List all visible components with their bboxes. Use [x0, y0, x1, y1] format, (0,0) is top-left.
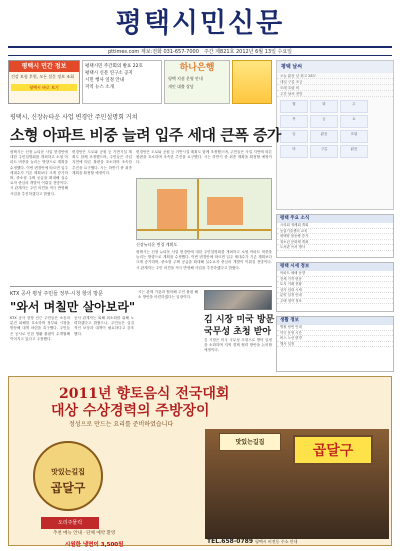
sidebar-box-news	[276, 214, 394, 258]
weather-box	[276, 60, 394, 210]
third-headline-2[interactable]: 국무성 초청 받아	[204, 327, 272, 337]
second-body-col3: 시는 관계 기관과 협의해 주민 불편 해소 방안을 마련하겠다는 입장이다.	[138, 290, 198, 300]
weather-cell: 수	[340, 100, 368, 113]
weather-row: 모레 흐림 비	[277, 85, 393, 91]
issue-info: 주간 제821호 2012년 6월 13일 수요일	[203, 49, 292, 55]
sidebar-row[interactable]: 청소년 문화제 개최	[277, 240, 393, 246]
weather-cell: 목	[280, 115, 308, 128]
newspaper-title[interactable]: 평택시민신문	[115, 8, 285, 39]
ad3-line: 평택 지점 운영 안내	[168, 76, 203, 81]
phone-number[interactable]: TEL.658-0789	[207, 538, 254, 545]
ad2-line: 평택시 신문 연구소 공지	[85, 71, 133, 76]
weather-cell: 맑음	[310, 130, 338, 143]
sidebar-row[interactable]: 주택 청약 정보	[277, 299, 393, 305]
weather-cell: 구름	[310, 145, 338, 158]
logo-big-text: 곱달구	[50, 481, 86, 495]
lead-headline[interactable]: 소형 아파트 비중 늘려 입주 세대 큰폭 증가	[10, 126, 281, 144]
sidebar-row[interactable]: 아파트 매매 동향	[277, 271, 393, 277]
third-body: 김 시장은 미국 국무성 초청으로 방미 일정을 소화하며 지역 경제 협력 방안을 논의할 예정이다.	[204, 338, 272, 353]
weather-row: 오늘 맑음 낮 최고 28도	[277, 73, 393, 79]
development-map	[136, 178, 272, 240]
weather-cell: 맑음	[340, 145, 368, 158]
ad1-bar: 평택시 바로 보기	[11, 84, 77, 91]
ad-copy: 추천 메뉴 안내 · 단체 예약 환영	[53, 531, 116, 536]
weather-cell: 월	[280, 100, 308, 113]
sidebar-row[interactable]: 약국 운영 시간	[277, 331, 393, 337]
weather-header: 평택 날씨	[277, 61, 393, 73]
ad2-line: 지역 뉴스 소개	[85, 85, 114, 90]
banner-ad-3[interactable]	[164, 60, 230, 104]
second-body-col2: 공사 관계자는 피해 최소화를 위해 노력하겠다고 밝혔으나, 주민들은 실질적인 보상과 대책이 필요하다고 강조했다.	[74, 316, 134, 336]
lead-body-col4: 평택시는 신장 뉴타운 사업 변경안에 대한 주민설명회를 개최하고 소형 아파트 비중을 늘리는 방향으로 계획을 수정했다. 이번 변경안에 따르면 입주 세대수가 기존 계획보다 크게 증가하며, 중소형 주택 공급을 확대해 실수요자 중심의 개발이 이뤄질 전망이다. 시 관계자는 주민 의견을 적극 반영해 사업을 추진하겠다고 밝혔다.	[136, 250, 272, 270]
ad-headline-1: 2011년 향토음식 전국대회	[59, 386, 230, 402]
masthead	[0, 6, 400, 42]
weather-cell: 금	[310, 115, 338, 128]
sidebar-row[interactable]: 시의회 정례회 개회	[277, 223, 393, 229]
second-headline[interactable]: "와서 며칠만 살아보라"	[10, 300, 136, 314]
sidebar-row[interactable]: 농업기술센터 교육	[277, 229, 393, 235]
map-caption: 신장뉴타운 변경 계획도	[136, 242, 178, 247]
banner-ad-1[interactable]	[8, 60, 80, 104]
sidebar-row[interactable]: 평택항 물동량 증가	[277, 234, 393, 240]
lead-body-col3: 변경안은 도로와 공원 등 기반시설 계획도 함께 조정했으며, 주민들은 사업 지연에 따른 불편을 호소하며 조속한 추진을 요구했다. 시는 하반기 중 최종 계획을 확정할 예정이다.	[136, 150, 272, 165]
sidebar-box-header: 평택 주요 소식	[277, 215, 393, 223]
ad3-header: 하나은행	[179, 63, 215, 73]
sidebar-row[interactable]: 도서관 독서 행사	[277, 245, 393, 251]
weather-cell: 화	[310, 100, 338, 113]
ad1-header: 평택시 민간 정보	[9, 61, 79, 72]
restaurant-ad[interactable]	[8, 376, 392, 546]
sidebar-box-prices	[276, 262, 394, 312]
shop-sign-small: 맛있는길집	[219, 433, 281, 451]
sidebar-row[interactable]: 토지 거래 현황	[277, 282, 393, 288]
sidebar-box-header: 평택 시세 정보	[277, 263, 393, 271]
menu-badge: 오리주물럭	[41, 517, 99, 529]
ad3-line: 개인 대출 상담	[168, 84, 194, 89]
sidebar-row[interactable]: 분양 일정 안내	[277, 293, 393, 299]
banner-ad-4[interactable]	[232, 60, 272, 104]
sidebar-row[interactable]: 상가 임대 시세	[277, 288, 393, 294]
third-headline-1[interactable]: 김 시장 미국 방문	[204, 315, 275, 325]
weather-cell: 토	[340, 115, 368, 128]
shop-sign-big: 곱달구	[293, 435, 373, 465]
ad-subline: 정성으로 만드는 요리를 준비하였습니다	[69, 421, 174, 428]
divider	[10, 146, 272, 147]
lead-body-col2: 변경안은 도로와 공원 등 기반시설 계획도 함께 조정했으며, 주민들은 사업 지연에 따른 불편을 호소하며 조속한 추진을 요구했다. 시는 하반기 중 최종 계획을 확정할 예정이다.	[72, 150, 132, 175]
ad-price: 시원한 냉면이 3,500원	[65, 542, 124, 548]
sidebar-box-life	[276, 316, 394, 372]
ad2-line: 시민 행사 일정 안내	[85, 78, 125, 83]
logo-small-text: 맛있는길집	[51, 467, 85, 476]
divider	[10, 286, 272, 287]
lead-kicker: 평택시, 신장뉴타운 사업 변경안 주민설명회 거쳐	[10, 114, 138, 121]
third-photo	[204, 290, 272, 310]
weather-cell: 비	[280, 145, 308, 158]
sidebar-row[interactable]: 병원 당번 안내	[277, 325, 393, 331]
ad1-body: 건강 보험 후원, 모든 설문 정보 조회	[11, 74, 74, 79]
weather-cell: 흐림	[340, 130, 368, 143]
banner-ad-2[interactable]	[82, 60, 162, 104]
sidebar-row[interactable]: 버스 노선 변경	[277, 336, 393, 342]
ad-headline-2: 대상 수상경력의 주방장이	[51, 403, 210, 419]
dateline	[8, 46, 392, 56]
sidebar-box-header: 생활 정보	[277, 317, 393, 325]
second-kicker: KTX 공사 평성 주민들 정부·시청 항의 방문	[10, 291, 103, 297]
second-body-col1: KTX 공사 현장 인근 주민들은 소음과 분진 피해를 호소하며 정부와 시청을 방문해 대책 마련을 촉구했다. 주민들은 공사로 인한 생활 불편이 수개월째 이어지고 있다고 주장했다.	[10, 316, 70, 341]
shop-address: 평택시 비전동 주소 안내	[255, 539, 298, 544]
website-url[interactable]: pttimes.com 제보:전화 031-657-7000	[108, 49, 199, 55]
weather-row: 내일 구름 조금	[277, 79, 393, 85]
lead-body-col1: 평택시는 신장 뉴타운 사업 변경안에 대한 주민설명회를 개최하고 소형 아파트 비중을 늘리는 방향으로 계획을 수정했다. 이번 변경안에 따르면 입주 세대수가 기존 계획보다 크게 증가하며, 중소형 주택 공급을 확대해 실수요자 중심의 개발이 이뤄질 전망이다. 시 관계자는 주민 의견을 적극 반영해 사업을 추진하겠다고 밝혔다.	[10, 150, 68, 196]
ad2-line: 평택시민 주간회의 발표 22호	[85, 64, 143, 69]
sidebar-row[interactable]: 행사 일정	[277, 342, 393, 348]
restaurant-logo	[33, 441, 103, 511]
weather-grid	[277, 97, 393, 161]
weather-row: 주간 날씨 전망	[277, 91, 393, 97]
weather-cell: 일	[280, 130, 308, 143]
sidebar-row[interactable]: 전세 가격 변동	[277, 277, 393, 283]
